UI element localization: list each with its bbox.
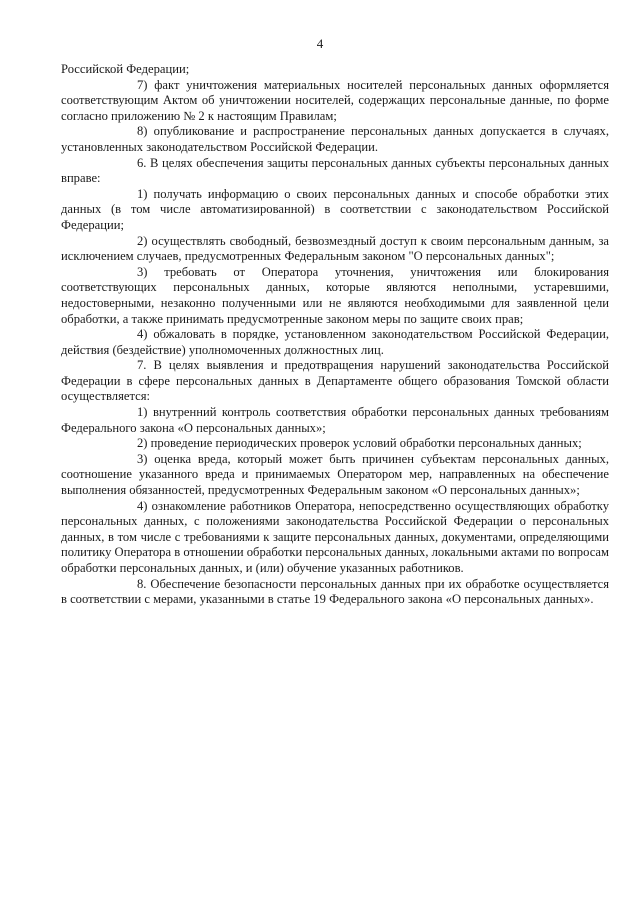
paragraph-text: опубликование и распространение персональных данных допускается в случаях, установленных законодательством Российской Федерации. [61, 124, 609, 154]
paragraph-text: ознакомление работников Оператора, непосредственно осуществляющих обработку персональных данных, с положениями законодательства Российской Федерации о персональных данных, в том числе с требованиями к защите персональных данных, документами, определяющими политику Оператора в отношении обработки персональных данных, локальными актами по вопросам обработки персональных данных, и (или) обучение указанных работников. [61, 498, 609, 575]
paragraph-text: получать информацию о своих персональных данных и способе обработки этих данных (в том числе автоматизированной) в соответствии с законодательством Российской Федерации; [61, 186, 609, 232]
section-paragraph [61, 156, 609, 187]
item-number: 3) [137, 264, 148, 279]
paragraph-item [61, 452, 609, 499]
paragraph-text: проведение периодических проверок условий обработки персональных данных; [150, 436, 582, 451]
item-number: 8) [137, 124, 148, 139]
paragraph-item [61, 187, 609, 234]
section-number: 7. [137, 358, 147, 373]
paragraph-text: осуществлять свободный, безвозмездный доступ к своим персональным данным, за исключением случаев, предусмотренных Федеральным законом "О персональных данных"; [61, 233, 610, 264]
item-number: 3) [137, 451, 148, 466]
document-body [61, 62, 609, 608]
section-number: 6. [137, 155, 147, 170]
paragraph-text: Обеспечение безопасности персональных данных при их обработке осуществляется в соответствии с мерами, указанными в статье 19 Федерального закона «О персональных данных». [61, 576, 609, 607]
paragraph-text: Российской Федерации; [61, 62, 190, 76]
paragraph-text: факт уничтожения материальных носителей персональных данных оформляется соответствующим Актом об уничтожении носителей, содержащих персональные данные, по форме согласно приложению № 2 к настоящим Правилам; [61, 77, 609, 123]
item-number: 1) [137, 405, 148, 420]
paragraph-item [61, 78, 609, 125]
item-number: 7) [137, 77, 148, 92]
paragraph-text: В целях выявления и предотвращения нарушений законодательства Российской Федерации в сфере персональных данных в Департаменте общего образования Томской области осуществляется: [61, 358, 609, 404]
paragraph-text: В целях обеспечения защиты персональных данных субъекты персональных данных вправе: [61, 155, 609, 186]
item-number: 2) [137, 436, 148, 451]
item-number: 4) [137, 498, 148, 513]
paragraph-item [61, 265, 609, 327]
item-number: 1) [137, 186, 148, 201]
paragraph-text: требовать от Оператора уточнения, уничтожения или блокирования соответствующих персональных данных, которые являются неполными, устаревшими, недостоверными, незаконно полученными или не являются необходимыми для заявленной цели обработки, а также принимать предусмотренные законом меры по защите своих прав; [61, 264, 609, 326]
item-number: 2) [137, 233, 148, 248]
item-number: 4) [137, 327, 148, 342]
paragraph-item [61, 405, 609, 436]
section-paragraph [61, 358, 609, 405]
section-number: 8. [137, 576, 147, 591]
paragraph-item [61, 234, 609, 265]
paragraph-continuation [61, 62, 609, 78]
section-paragraph [61, 577, 609, 608]
paragraph-item [61, 499, 609, 577]
paragraph-item [61, 436, 609, 452]
paragraph-text: оценка вреда, который может быть причинен субъектам персональных данных, соотношение указанного вреда и принимаемых Оператором мер, направленных на обеспечение выполнения обязанностей, предусмотренных Федеральным законом «О персональных данных»; [61, 451, 609, 498]
paragraph-item [61, 327, 609, 358]
page-number: 4 [316, 36, 324, 51]
paragraph-item [61, 124, 609, 155]
paragraph-text: обжаловать в порядке, установленном законодательством Российской Федерации, действия (бездействие) уполномоченных должностных лиц. [61, 327, 609, 357]
paragraph-text: внутренний контроль соответствия обработки персональных данных требованиям Федерального закона «О персональных данных»; [61, 405, 609, 435]
